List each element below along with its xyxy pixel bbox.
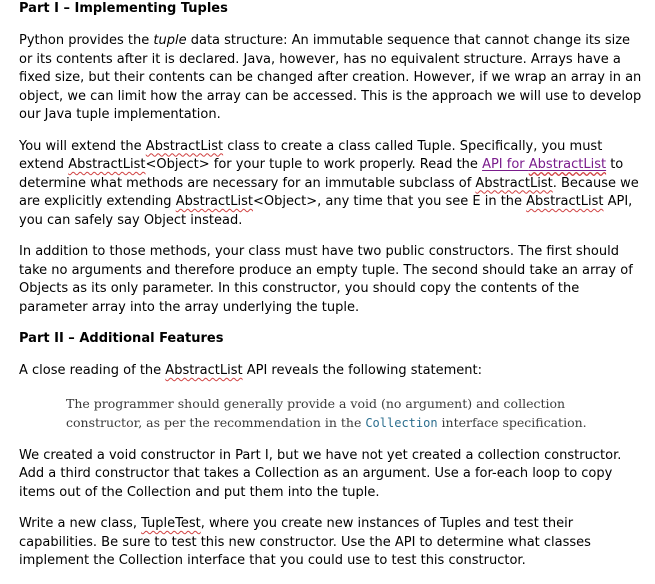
abstractlist-term: AbstractList bbox=[145, 138, 224, 154]
quote-text: The programmer should generally provide a void (no argument) and collection constructor, as per the recommendation in the bbox=[66, 395, 566, 430]
document-page bbox=[19, 0, 643, 584]
abstractlist-term: AbstractList bbox=[528, 157, 607, 172]
part1-heading: Part I – Implementing Tuples bbox=[19, 1, 228, 16]
api-abstractlist-link[interactable] bbox=[482, 157, 606, 172]
text-run: to determine what methods are necessary for an immutable subclass of bbox=[19, 157, 624, 191]
part2-paragraph-2: We created a void constructor in Part I, but we have not yet created a collection constructor. Add a third constructor that takes a Collection as an argument. Use a for-each loop to copy items out of the Collection and put them into the tuple. bbox=[19, 447, 622, 500]
text-run: . Because we are explicitly extending bbox=[19, 175, 639, 209]
quote-text: interface specification. bbox=[437, 414, 587, 430]
text-run: data structure: An immutable sequence that cannot change its size or its contents after it is declared. Java, however, has no equivalent structure. Arrays have a fixed size, but their contents can be changed after creation. However, if we wrap an array in an object, we can limit how the array can be accessed. This is the approach we will use to develop our Java tuple implementation. bbox=[19, 33, 642, 122]
collection-code: Collection bbox=[365, 415, 438, 430]
text-run: API, you can safely say Object instead. bbox=[19, 194, 633, 228]
abstractlist-term: AbstractList bbox=[526, 194, 604, 209]
abstractlist-term: AbstractList bbox=[475, 175, 553, 191]
tupletest-term: TupleTest bbox=[141, 516, 201, 531]
tuple-term: tuple bbox=[153, 33, 187, 48]
text-run: class to create a class called Tuple. Specifically, you must extend bbox=[19, 138, 603, 172]
abstractlist-term: AbstractList bbox=[68, 157, 146, 172]
text-run: , where you create new instances of Tuples and test their capabilities. Be sure to test this new constructor. Use the API to determine what classes implement the Collection interface that you could use to test this constructor. bbox=[19, 516, 591, 568]
text-run: You will extend the bbox=[19, 138, 146, 154]
text-run: Write a new class, bbox=[19, 516, 142, 531]
part2-paragraph-1 bbox=[19, 362, 643, 381]
abstractlist-term: AbstractList bbox=[175, 194, 253, 209]
api-quote bbox=[66, 394, 636, 433]
text-run: <Object>, any time that you see E in the bbox=[252, 194, 527, 209]
text-run: A close reading of the bbox=[19, 363, 166, 378]
part2-heading: Part II – Additional Features bbox=[19, 331, 224, 346]
text-run: API reveals the following statement: bbox=[242, 363, 483, 378]
abstractlist-term: AbstractList bbox=[165, 363, 243, 378]
part1-paragraph-1 bbox=[19, 32, 643, 125]
part1-paragraph-2 bbox=[19, 138, 643, 231]
part1-paragraph-3: In addition to those methods, your class must have two public constructors. The first should take no arguments and therefore produce an empty tuple. The second should take an array of Objects as its only parameter. In this constructor, you should copy the contents of the parameter array into the array underlying the tuple. bbox=[19, 244, 633, 315]
text-run: Python provides the bbox=[19, 33, 154, 48]
text-run: <Object> for your tuple to work properly. Read the bbox=[145, 157, 483, 172]
part2-paragraph-3 bbox=[19, 515, 643, 571]
link-text: API for bbox=[482, 157, 529, 172]
